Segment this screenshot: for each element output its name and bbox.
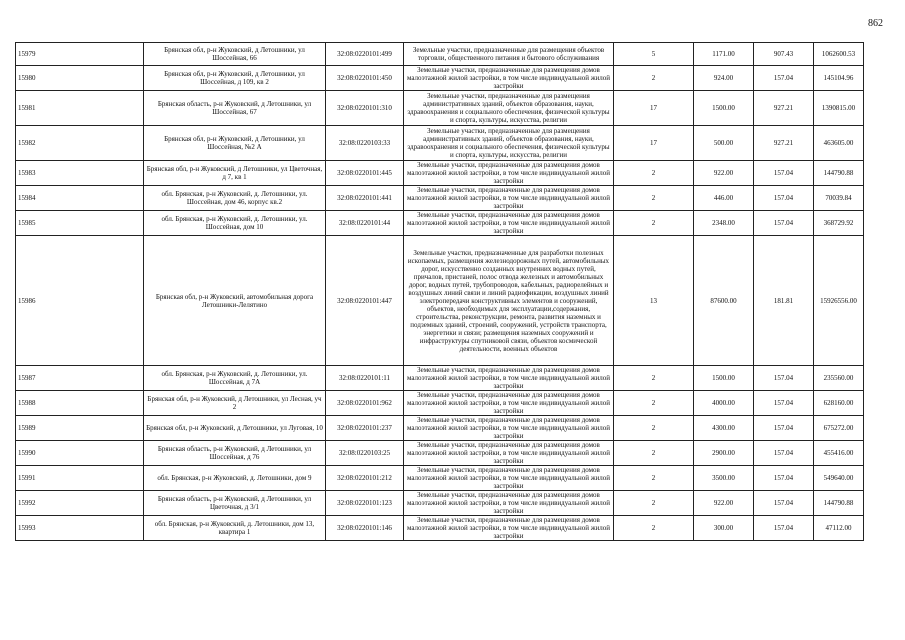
table-row [16,466,864,491]
table-row [16,516,864,541]
cell-area: 1171.00 [694,43,754,66]
cell-cadastral-value: 144790.88 [814,491,864,516]
cell-area: 1500.00 [694,366,754,391]
cell-area: 4000.00 [694,391,754,416]
cell-address: Брянская обл, р-н Жуковский, автомобильная дорога Летошники-Лелятино [144,236,326,366]
cell-row-number: 15982 [16,126,144,161]
cell-cadastral-value: 145104.96 [814,66,864,91]
cell-land-use: Земельные участки, предназначенные для размещения домов малоэтажной жилой застройки, в том числе индивидуальной жилой застройки [404,391,614,416]
cell-address: Брянская область, р-н Жуковский, д Летошники, ул Шоссейная, д 76 [144,441,326,466]
cell-row-number: 15989 [16,416,144,441]
cell-address: Брянская область, р-н Жуковский, д Летошники, ул Цветочная, д 3/1 [144,491,326,516]
cell-address: обл. Брянская, р-н Жуковский, д. Летошники, ул. Шоссейная, дом 46, корпус кв.2 [144,186,326,211]
cell-row-number: 15987 [16,366,144,391]
cell-cadastral-number: 32:08:0220101:445 [326,161,404,186]
cell-cadastral-number: 32:08:0220101:499 [326,43,404,66]
cell-row-number: 15991 [16,466,144,491]
cell-cadastral-number: 32:08:0220101:310 [326,91,404,126]
cell-area: 2348.00 [694,211,754,236]
cell-cadastral-value: 144790.88 [814,161,864,186]
cell-cadastral-value: 15926556.00 [814,236,864,366]
cell-specific-value: 157.04 [754,391,814,416]
cell-group-code: 17 [614,91,694,126]
cell-cadastral-value: 549640.00 [814,466,864,491]
cell-row-number: 15988 [16,391,144,416]
cell-specific-value: 157.04 [754,441,814,466]
cell-area: 300.00 [694,516,754,541]
cell-cadastral-value: 463605.00 [814,126,864,161]
cell-group-code: 2 [614,441,694,466]
cell-row-number: 15984 [16,186,144,211]
cell-cadastral-number: 32:08:0220101:450 [326,66,404,91]
cell-group-code: 2 [614,186,694,211]
cell-land-use: Земельные участки, предназначенные для размещения домов малоэтажной жилой застройки, в том числе индивидуальной жилой застройки [404,416,614,441]
table-row [16,161,864,186]
table-row [16,66,864,91]
cell-land-use: Земельные участки, предназначенные для размещения административных зданий, объектов образования, науки, здравоохранения и социального обеспечения, физической культуры и спорта, культуры, искусства, религии [404,91,614,126]
cell-area: 3500.00 [694,466,754,491]
cell-area: 922.00 [694,161,754,186]
cell-row-number: 15980 [16,66,144,91]
cell-land-use: Земельные участки, предназначенные для размещения домов малоэтажной жилой застройки, в том числе индивидуальной жилой застройки [404,441,614,466]
cell-specific-value: 927.21 [754,126,814,161]
cell-specific-value: 157.04 [754,491,814,516]
cell-cadastral-number: 32:08:0220101:237 [326,416,404,441]
cell-cadastral-number: 32:08:0220101:44 [326,211,404,236]
cell-land-use: Земельные участки, предназначенные для размещения домов малоэтажной жилой застройки, в том числе индивидуальной жилой застройки [404,186,614,211]
cell-cadastral-value: 1390815.00 [814,91,864,126]
cell-cadastral-number: 32:08:0220103:25 [326,441,404,466]
cell-area: 2900.00 [694,441,754,466]
cell-cadastral-number: 32:08:0220101:447 [326,236,404,366]
cell-group-code: 2 [614,516,694,541]
cell-address: Брянская обл, р-н Жуковский, д Летошники, ул Лесная, уч 2 [144,391,326,416]
cell-row-number: 15992 [16,491,144,516]
cell-group-code: 5 [614,43,694,66]
cell-group-code: 17 [614,126,694,161]
cell-area: 924.00 [694,66,754,91]
cell-cadastral-value: 235560.00 [814,366,864,391]
table-row [16,91,864,126]
cell-group-code: 2 [614,491,694,516]
cell-area: 500.00 [694,126,754,161]
table-row [16,236,864,366]
cell-row-number: 15981 [16,91,144,126]
cell-land-use: Земельные участки, предназначенные для размещения домов малоэтажной жилой застройки, в том числе индивидуальной жилой застройки [404,466,614,491]
cell-group-code: 2 [614,466,694,491]
cell-specific-value: 157.04 [754,211,814,236]
cell-address: обл. Брянская, р-н Жуковский, д. Летошники, дом 9 [144,466,326,491]
cell-row-number: 15986 [16,236,144,366]
table-row [16,366,864,391]
cell-row-number: 15983 [16,161,144,186]
cell-cadastral-value: 455416.00 [814,441,864,466]
cell-area: 87600.00 [694,236,754,366]
table-row [16,491,864,516]
cell-group-code: 2 [614,66,694,91]
table-row [16,441,864,466]
cell-group-code: 2 [614,161,694,186]
cell-address: обл. Брянская, р-н Жуковский, д. Летошники, ул. Шоссейная, д 7А [144,366,326,391]
table-row [16,43,864,66]
cell-address: обл. Брянская, р-н Жуковский, д. Летошники, дом 13, квартира 1 [144,516,326,541]
cell-address: Брянская обл, р-н Жуковский, д Летошники, ул Луговая, 10 [144,416,326,441]
cell-specific-value: 181.81 [754,236,814,366]
table-row [16,186,864,211]
cell-cadastral-number: 32:08:0220101:146 [326,516,404,541]
cell-row-number: 15993 [16,516,144,541]
cell-group-code: 2 [614,391,694,416]
cell-cadastral-value: 628160.00 [814,391,864,416]
table-row [16,391,864,416]
cell-specific-value: 907.43 [754,43,814,66]
cell-cadastral-value: 1062600.53 [814,43,864,66]
cell-specific-value: 157.04 [754,516,814,541]
cell-cadastral-number: 32:08:0220101:123 [326,491,404,516]
cell-area: 446.00 [694,186,754,211]
cell-land-use: Земельные участки, предназначенные для разработки полезных ископаемых, размещения железнодорожных путей, автомобильных дорог, искусственно созданных внутренних водных путей, причалов, пристаней, полос отвода железных и автомобильных дорог, водных путей, трубопроводов, кабельных, радиорелейных и воздушных линий связи и линий радиофикации, воздушных линий электропередачи конструктивных элементов и сооружений, объектов, необходимых для эксплуатации,содержания, строительства, реконструкции, ремонта, развития наземных и подземных зданий, строений, сооружений, устройств транспорта, энергетики и связи; размещения наземных сооружений и инфраструктуры спутниковой связи, объектов космической деятельности, военных объектов [404,236,614,366]
cell-cadastral-value: 675272.00 [814,416,864,441]
cell-group-code: 2 [614,211,694,236]
cell-land-use: Земельные участки, предназначенные для размещения домов малоэтажной жилой застройки, в том числе индивидуальной жилой застройки [404,66,614,91]
cell-address: Брянская область, р-н Жуковский, д Летошники, ул Шоссейная, 67 [144,91,326,126]
cell-land-use: Земельные участки, предназначенные для размещения домов малоэтажной жилой застройки, в том числе индивидуальной жилой застройки [404,161,614,186]
cell-specific-value: 157.04 [754,466,814,491]
cell-specific-value: 157.04 [754,366,814,391]
cell-specific-value: 157.04 [754,66,814,91]
cell-address: обл. Брянская, р-н Жуковский, д. Летошники, ул. Шоссейная, дом 10 [144,211,326,236]
cell-address: Брянская обл, р-н Жуковский, д Летошники, ул Шоссейная, №2 А [144,126,326,161]
cell-address: Брянская обл, р-н Жуковский, д Летошники, ул Цветочная, д 7, кв 1 [144,161,326,186]
cell-cadastral-number: 32:08:0220101:212 [326,466,404,491]
cell-cadastral-value: 47112.00 [814,516,864,541]
cell-area: 4300.00 [694,416,754,441]
table-row [16,416,864,441]
cell-address: Брянская обл, р-н Жуковский, д Летошники, ул Шоссейная, д 109, кв 2 [144,66,326,91]
cell-group-code: 2 [614,366,694,391]
cell-group-code: 13 [614,236,694,366]
cell-cadastral-value: 70039.84 [814,186,864,211]
table-row [16,211,864,236]
cell-cadastral-number: 32:08:0220101:962 [326,391,404,416]
cell-specific-value: 157.04 [754,186,814,211]
cell-cadastral-number: 32:08:0220101:441 [326,186,404,211]
page-number: 862 [868,18,883,29]
cell-cadastral-value: 368729.92 [814,211,864,236]
cell-land-use: Земельные участки, предназначенные для размещения объектов торговли, общественного питания и бытового обслуживания [404,43,614,66]
cell-address: Брянская обл, р-н Жуковский, д Летошники, ул Шоссейная, 66 [144,43,326,66]
cell-row-number: 15990 [16,441,144,466]
cell-land-use: Земельные участки, предназначенные для размещения домов малоэтажной жилой застройки, в том числе индивидуальной жилой застройки [404,491,614,516]
cell-row-number: 15979 [16,43,144,66]
cell-land-use: Земельные участки, предназначенные для размещения административных зданий, объектов образования, науки, здравоохранения и социального обеспечения, физической культуры и спорта, культуры, искусства, религии [404,126,614,161]
cell-specific-value: 157.04 [754,161,814,186]
cell-cadastral-number: 32:08:0220103:33 [326,126,404,161]
cadastral-value-table [15,42,864,541]
cell-specific-value: 927.21 [754,91,814,126]
cell-cadastral-number: 32:08:0220101:11 [326,366,404,391]
cell-area: 922.00 [694,491,754,516]
cell-land-use: Земельные участки, предназначенные для размещения домов малоэтажной жилой застройки, в том числе индивидуальной жилой застройки [404,516,614,541]
cell-land-use: Земельные участки, предназначенные для размещения домов малоэтажной жилой застройки, в том числе индивидуальной жилой застройки [404,366,614,391]
cell-area: 1500.00 [694,91,754,126]
cell-specific-value: 157.04 [754,416,814,441]
cell-row-number: 15985 [16,211,144,236]
table-row [16,126,864,161]
cell-land-use: Земельные участки, предназначенные для размещения домов малоэтажной жилой застройки, в том числе индивидуальной жилой застройки [404,211,614,236]
cell-group-code: 2 [614,416,694,441]
